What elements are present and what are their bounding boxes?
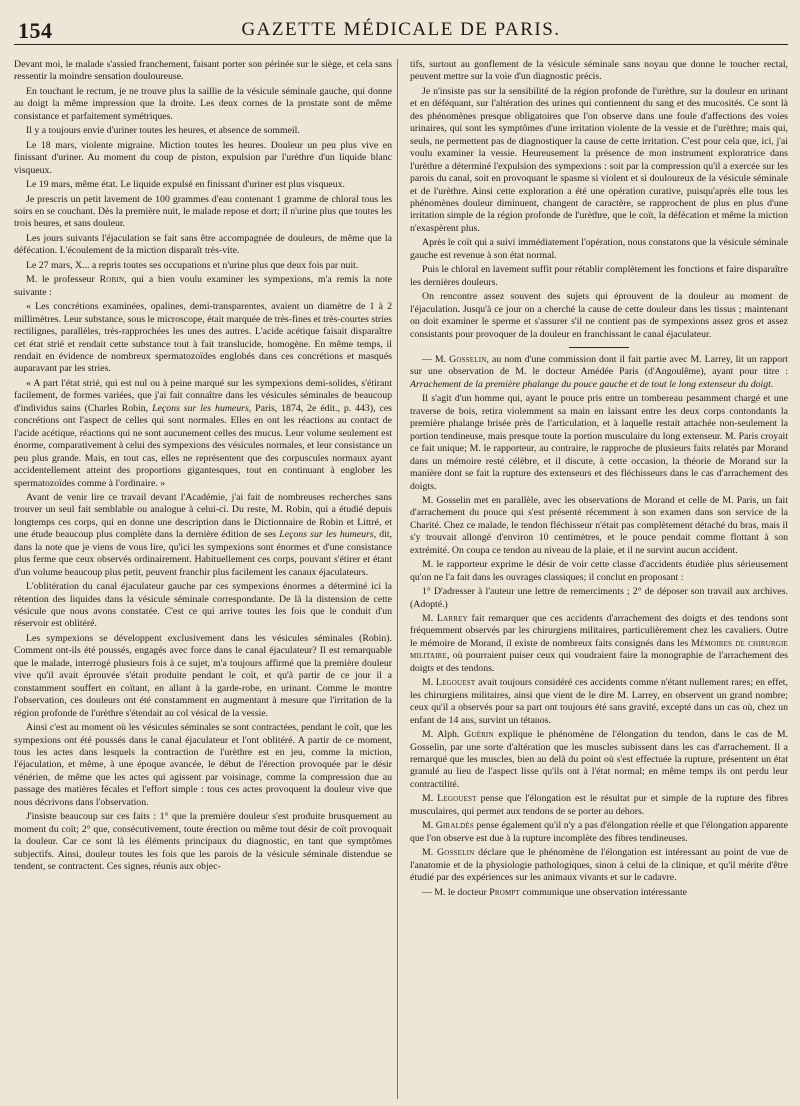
paragraph: [410, 677, 788, 727]
text-run: — M. le docteur: [422, 886, 490, 898]
text-run: M. le professeur: [26, 274, 100, 286]
book-title: Leçons sur les humeurs: [152, 402, 249, 414]
paragraph: Je prescris un petit lavement de 100 grammes d'eau contenant 1 gramme de chloral tous les soirs en se couchant. Dès la première nuit, le malade repose et dort; il n'urine plus que toutes les trois heures, et sans douleur.: [14, 193, 392, 230]
person-name: Giraldès: [435, 820, 474, 832]
article-body: [14, 59, 788, 1099]
page-header: [14, 14, 788, 45]
person-name: Legouest: [437, 793, 477, 805]
person-name: Larrey: [436, 613, 468, 625]
text-run: , où pourraient puiser ceux qui voudraient faire la monographie de l'arrachement des doigts et des tendons.: [410, 650, 788, 674]
paragraph: Le 19 mars, même état. Le liquide expulsé en finissant d'uriner est plus visqueux.: [26, 179, 345, 191]
book-title: Leçons sur les humeurs: [279, 529, 374, 541]
text-run: M.: [422, 793, 438, 805]
paragraph: 1° D'adresser à l'auteur une lettre de remerciments ; 2° de déposer son travail aux archives. (Adopté.): [410, 586, 788, 610]
text-run: M. Alph.: [422, 729, 465, 741]
paragraph: En touchant le rectum, je ne trouve plus la saillie de la vésicule séminale gauche, qui donne au doigt la même impression que la droite. Les deux cornes de la prostate sont de même consistance et parfaitement symétriques.: [14, 85, 392, 122]
paragraph: L'oblitération du canal éjaculateur gauche par ces sympexions énormes a déterminé ici la rétention des liquides dans la vésicule séminale correspondante. De là la distension de cette vésicule que nous avons constatée. C'est ce qui arrive toutes les fois que le conduit d'un réservoir est oblitéré.: [14, 581, 392, 630]
paragraph: On rencontre assez souvent des sujets qui éprouvent de la douleur au moment de l'éjaculation. Jusqu'à ce jour on a cherché la cause de cette douleur dans les tissus ; maintenant on doit examiner le sperme et s'assurer s'il ne contient pas de sympexions assez gros et assez consistants pour provoquer de la douleur en franchissant le canal éjaculateur.: [410, 291, 788, 340]
quotation-paragraph: « Les concrétions examinées, opalines, demi-transparentes, avaient un diamètre de 1 à 2 millimètres. Leur substance, sous le microscope, était marquée de très-fines et très-courtes stries rectilignes, parallèles, très-rapprochées les unes des autres. L'acide acétique faisait disparaître cet état strié et rendait cette substance tout à fait translucide, homogène. En même temps, il rendait en évidence de nombreux spermatozoïdes englobés dans ces concrétions et masqués auparavant par les stries.: [14, 301, 392, 375]
text-run: pense également qu'il n'y a pas d'élongation réelle et que l'élongation apparente que l'on observe est due à la rupture incomplète des fibres tendineuses.: [410, 820, 788, 844]
text-run: M.: [422, 613, 437, 625]
text-run: fait remarquer que ces accidents d'arrachement des doigts et des tendons sont fréquemment observés par les chirurgiens militaires, particulièrement chez les cavaliers. Outre le mémoire de Morand, il existe de nombreux faits consignés dans les: [410, 613, 788, 649]
text-run: avait toujours considéré ces accidents comme n'étant nullement rares; en effet, les chirurgiens militaires, ainsi que vient de le dire M. Larrey, en observent un grand nombre; ceux qu'il a observés pour sa part ont toujours été sans gravité, excepté dans un cas où, chez un enfant de 14 ans, survint un tétanos.: [410, 677, 788, 726]
paragraph: tifs, surtout au gonflement de la vésicule séminale sans noyau que donne le toucher rectal, peuvent mettre sur la voie d'un diagnostic précis.: [410, 59, 788, 83]
paragraph: [410, 820, 788, 845]
paragraph: M. Gosselin met en parallèle, avec les observations de Morand et celle de M. Paris, un fait d'arrachement du pouce qui s'est présenté récemment à son examen dans son service de la Charité. Chez ce malade, le tendon fléchisseur n'était pas complètement détaché du bras, mais il s'y trouvait allongé d'environ 10 centimètres, et le pouce pendait comme flottant à son extrémité. On coupa ce tendon au niveau de la plaie, et il ne survint aucun accident.: [410, 494, 788, 556]
person-name: Gosselin: [436, 847, 475, 859]
person-name: Gosselin: [449, 353, 487, 365]
paragraph: Ainsi c'est au moment où les vésicules séminales se sont contractées, pendant le coït, que les sympexions ont été poussés dans le canal éjaculateur et l'ont oblitéré. A partir de ce moment, tous les actes dans lesquels la contraction de l'urèthre est en jeu, comme la miction, l'éjaculation, et même, à une époque avancée, le début de l'érection provoquée par le désir vénérien, de même que les actes qui agissent par voisinage, comme la compression due au passage des matières fécales et l'effort simple : tous ces actes provoquent la douleur vive que nous décrivons dans l'observation.: [14, 722, 392, 808]
text-run: , Paris, 1874, 2e édit., p. 443), ces concrétions ont l'aspect de celles qui sont normales. Elles en ont les réactions au contact de l'acide acétique, réactions qui ne sont aucunement celles des mucus. Leur volume seulement est énorme, comparativement à celui des sympexions des vésicules normales, et leur consistance un peu plus grande. Mais, en tout cas, elles ne représentent que des corpuscules normaux ayant accidentellement atteint des proportions gigantesques, tout en continuant à englober les spermatozoïdes comme à l'ordinaire. »: [14, 402, 392, 489]
text-run: M.: [422, 820, 436, 832]
person-name: Prompt: [489, 886, 520, 898]
paragraph: [410, 887, 788, 899]
text-run: , au nom d'une commission dont il fait partie avec M. Larrey, lit un rapport sur une observation de M. le docteur Amédée Paris (d'Angoulême), ayant pour titre :: [410, 353, 788, 378]
paragraph: Il y a toujours envie d'uriner toutes les heures, et absence de sommeil.: [26, 125, 300, 137]
quotation-paragraph: [14, 378, 392, 490]
paragraph: J'insiste beaucoup sur ces faits : 1° que la première douleur s'est produite brusquement au moment du coït; 2° que, consécutivement, toute érection ou même tout désir de coït provoquait la douleur. Car ce sont là les éléments principaux du diagnostic, en tant que symptômes subjectifs. Ainsi, douleur toutes les fois que les parois de la vésicule séminale distendue se tendent, se contractent. Ces signes, réunis aux objec-: [14, 811, 392, 873]
text-run: communique une observation intéressante: [519, 886, 688, 898]
person-name: Robin: [99, 274, 125, 286]
text-run: déclare que le phénomène de l'élongation est intéressant au point de vue de l'anatomie et de la physiologie pathologiques, sinon à celui de la clinique, et qu'il mérite d'être étudié par des expériences sur les animaux vivants et sur le cadavre.: [410, 847, 788, 884]
paragraph: Les jours suivants l'éjaculation se fait sans être accompagnée de douleurs, de même que la défécation. L'écoulement de la miction disparaît très-vite.: [14, 232, 392, 257]
text-run: Avant de venir lire ce travail devant l'Académie, j'ai fait de nombreuses recherches sans trouver un seul fait semblable ou analogue à celui-ci. Du reste, M. Robin, qui a étudié depuis longtemps ces corps, qui en donne une description dans le Dictionnaire de Robin et Littré, et une étude beaucoup plus complète dans la dernière édition de ses: [14, 491, 392, 541]
paragraph: [410, 354, 788, 391]
text-run: , dit, dans la note que je viens de vous lire, qu'ici les sympexions sont énormes et d'une consistance plus ferme que ceux observés ordinairement. Habituellement ces corps, pouvant s'étirer et étant d'un volume beaucoup plus petit, peuvent franchir plus facilement les canaux éjaculateurs.: [14, 529, 392, 578]
text-run: M.: [422, 847, 437, 859]
publication-title: Mémoires de chirurgie militaire: [410, 637, 788, 662]
right-column: [408, 59, 788, 1099]
paragraph: [410, 613, 788, 675]
paragraph: Les sympexions se développent exclusivement dans les vésicules séminales (Robin). Comment ont-ils été poussés, engagés avec force dans le canal éjaculateur? Il est remarquable que le malade, interrogé plusieurs fois à ce sujet, m'a toujours affirmé que la première douleur vive qu'il avait éprouvée s'était produite pendant le coït, et qu'à partir de ce jour il a constamment souffert en coïtant, en allant à la garde-robe, en urinant. Comme le montre l'observation, ces douleurs ont été constamment en augmentant à mesure que l'irritation de la région profonde de l'urèthre s'étendait au col vésical de la vessie.: [14, 632, 392, 719]
text-run: — M.: [422, 353, 450, 365]
paragraph: [410, 847, 788, 884]
text-run: « A part l'état strié, qui est nul ou à peine marqué sur les sympexions demi-solides, s'étirant facilement, de formes variées, que j'ai fait connaître dans les vésicules séminales de beaucoup d'individus sains (Charles Robin,: [14, 377, 392, 414]
paragraph: [14, 274, 392, 299]
report-title: Arrachement de la première phalange du pouce gauche et de tout le long extenseur du doigt.: [410, 378, 774, 390]
person-name: Legouest: [435, 677, 476, 689]
text-run: M.: [422, 677, 436, 689]
paragraph: Après le coït qui a suivi immédiatement l'opération, nous constatons que la vésicule séminale gauche est revenue à son état normal.: [410, 237, 788, 261]
left-column: [14, 59, 398, 1099]
paragraph: Le 18 mars, violente migraine. Miction toutes les heures. Douleur un peu plus vive en finissant d'uriner. Au moment du coup de piston, expulsion par l'urèthre d'un liquide blanc visqueux.: [14, 139, 392, 176]
section-divider: [569, 347, 629, 348]
paragraph: [14, 492, 392, 579]
page-number: 154: [18, 18, 53, 43]
person-name: Guérin: [464, 729, 494, 741]
paragraph: Je n'insiste pas sur la sensibilité de la région profonde de l'urèthre, sur la douleur en urinant et en déféquant, sur l'altération des urines qui contiennent du sang et des mucosités. Ce sont là des phénomènes presque obligatoires que l'on observe dans une foule d'affections des voies urinaires, qui sont les symptômes d'une irritation violente de la vessie et de l'urèthre; mais qui, seuls, ne permettent pas de diagnostiquer la cause de cette irritation. C'est pour cela que, ici, j'ai voulu examiner la vessie. Heureusement la présence de mon instrument exploratrice dans l'urèthre a déterminé l'expulsion des sympexions : soit par la compression qu'il a exercée sur les parois du canal, soit en provoquant le spasme si violent et si douloureux de la vésicule séminale et de l'urèthre. Ainsi cette exploration a été une opération curative, puisqu'après elle tous les phénomènes douleur diminuent, changent de caractère, se rapprochent de plus en plus d'une irritation simple de la région profonde de l'urèthre, que le coït, la défécation et même la miction n'exaspèrent plus.: [410, 85, 788, 234]
text-run: , qui a bien voulu examiner les sympexions, m'a remis la note suivante :: [14, 274, 392, 298]
paragraph: Devant moi, le malade s'assied franchement, faisant porter son périnée sur le siège, et cela sans ressentir la moindre sensation douloureuse.: [14, 59, 392, 83]
text-run: pense que l'élongation est le résultat pur et simple de la rupture des fibres musculaires, qui permet aux tendons de se porter au dehors.: [410, 793, 788, 817]
text-run: explique le phénomène de l'élongation du tendon, dans le cas de M. Gosselin, par une sorte d'altération que les muscles subissent dans les cas d'arrachement. Il a remarqué que les muscles, bien au delà du point où s'est effectuée la rupture, présentent un état granulé au lieu de l'aspect lisse qu'ils ont à l'état normal; en même temps ils ont perdu leur contractilité.: [410, 729, 788, 790]
journal-title: GAZETTE MÉDICALE DE PARIS.: [241, 19, 561, 40]
paragraph: M. le rapporteur exprime le désir de voir cette classe d'accidents étudiée plus sérieusement qu'on ne l'a fait dans les ouvrages classiques; il conclut en proposant :: [410, 559, 788, 583]
paragraph: Puis le chloral en lavement suffit pour rétablir complètement les fonctions et faire disparaître les dernières douleurs.: [410, 264, 788, 288]
paragraph: [410, 793, 788, 818]
paragraph: Il s'agit d'un homme qui, ayant le pouce pris entre un tombereau pesamment chargé et une traverse de bois, retira violemment sa main en laissant entre les deux corps contondants la première phalange brisée près de l'articulation, et à laquelle restait attachée non-seulement la portion tendineuse, mais presque toute la portion musculaire du long extenseur. M. Paris croyait ce fait unique; M. le rapporteur, au contraire, le rapproche de plusieurs faits relatés par Morand dans un mémoire resté célèbre, et il discute, à cette occasion, la théorie de Morand sur la manière dont se fait la rupture des extenseurs et des fléchisseurs dans le cas d'arrachement des doigts.: [410, 393, 788, 492]
paragraph: Le 27 mars, X... a repris toutes ses occupations et n'urine plus que deux fois par nuit.: [26, 259, 359, 271]
paragraph: [410, 729, 788, 791]
